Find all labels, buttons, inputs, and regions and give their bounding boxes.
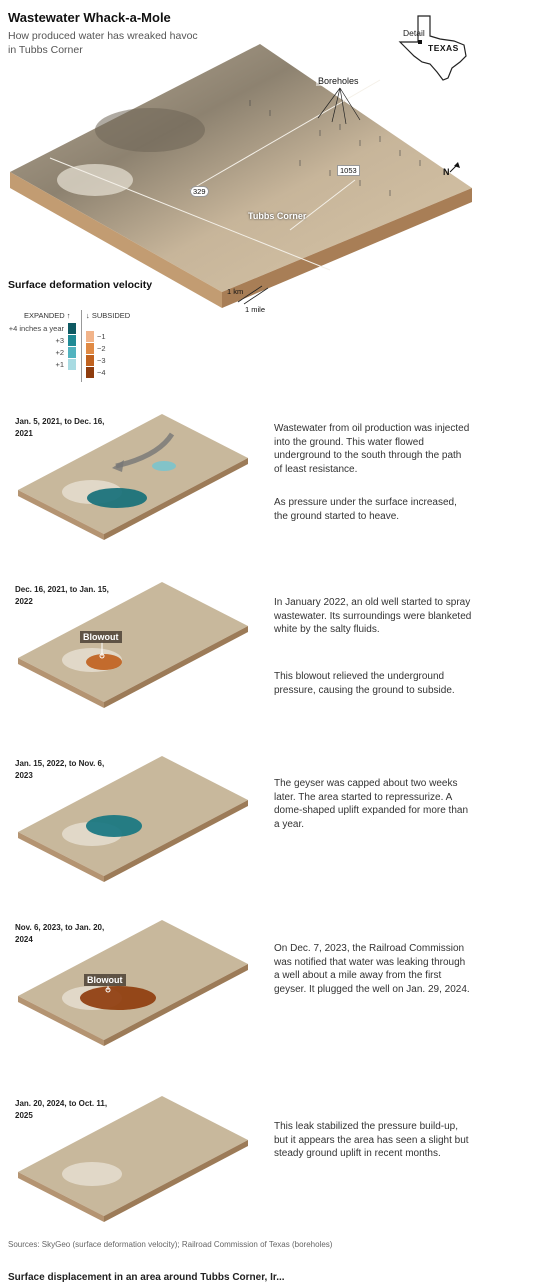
legend-value-subsided: −1 (97, 332, 106, 341)
legend-value-subsided: −4 (97, 368, 106, 377)
legend-divider (81, 310, 82, 382)
panel-terrain-surface (18, 1096, 248, 1216)
panel-description: In January 2022, an old well started to spray wastewater. Its surroundings were blanketed white by the salty fluids. (274, 597, 472, 635)
legend-value-subsided: −2 (97, 344, 106, 353)
sources-note: Sources: SkyGeo (surface deformation velocity); Railroad Commission of Texas (boreholes) (8, 1240, 333, 1249)
panel-description: Wastewater from oil production was injected into the ground. This water flowed underground to the south through the path of least resistance. (274, 423, 470, 475)
legend-swatch-subsided (86, 355, 94, 366)
next-section-heading: Surface displacement in an area around Tubbs Corner, Ir... (8, 1272, 285, 1283)
legend-swatch-subsided (86, 367, 94, 378)
legend-swatch-expanded (68, 359, 76, 370)
page-title: Wastewater Whack-a-Mole (8, 10, 171, 25)
page-subtitle: How produced water has wreaked havoc in Tubbs Corner (8, 30, 198, 56)
panel-date: Jan. 20, 2024, to Oct. 11, 2025 (15, 1099, 108, 1120)
scale-mile-label: 1 mile (245, 305, 266, 314)
legend-subsided-header: ↓ SUBSIDED (86, 311, 131, 320)
north-label: N (443, 167, 450, 177)
legend-swatch-subsided (86, 331, 94, 342)
panel-terrain-map (12, 1092, 252, 1232)
legend-value-expanded: +3 (55, 336, 64, 345)
detail-label: Detail (403, 28, 425, 38)
panel-date: Jan. 5, 2021, to Dec. 16, 2021 (15, 417, 105, 438)
north-arrow-icon (450, 162, 460, 172)
panel-terrain-surface (18, 582, 248, 702)
panel-terrain-map (12, 578, 252, 718)
blowout-callout: Blowout (80, 631, 122, 643)
deformation-area (87, 488, 147, 508)
panel-description: The geyser was capped about two weeks later. The area started to repressurize. A dome-shaped uplift expanded for more than a year. (274, 778, 469, 830)
legend-swatch-expanded (68, 347, 76, 358)
panel-terrain-map (12, 410, 252, 550)
deformation-area (152, 461, 176, 471)
legend-expanded-header: EXPANDED ↑ (24, 311, 71, 320)
salt-flat-area (57, 164, 133, 196)
legend-value-expanded: +4 inches a year (8, 324, 64, 333)
legend-swatch-expanded (68, 323, 76, 334)
panel-description: This leak stabilized the pressure build-up, but it appears the area has seen a slight but steady ground uplift in recent months. (274, 1121, 469, 1159)
panel-date: Jan. 15, 2022, to Nov. 6, 2023 (15, 759, 105, 780)
deformation-area (86, 815, 142, 837)
legend-value-subsided: −3 (97, 356, 106, 365)
panel-date: Nov. 6, 2023, to Jan. 20, 2024 (15, 923, 105, 944)
panel-description: On Dec. 7, 2023, the Railroad Commission was notified that water was leaking through a well about a mile away from the first geyser. It plugged the well on Jan. 29, 2024. (274, 943, 470, 995)
legend-title: Surface deformation velocity (8, 279, 153, 291)
panel-terrain-map (12, 916, 252, 1056)
road-329-label: 329 (190, 186, 209, 197)
dark-vegetation-area (95, 108, 205, 152)
scale-km-label: 1 km (227, 287, 244, 296)
blowout-callout: Blowout (84, 974, 126, 986)
panel-terrain-map (12, 752, 252, 892)
deformation-area (80, 986, 156, 1010)
panel-description: This blowout relieved the underground pressure, causing the ground to subside. (274, 671, 455, 696)
panel-date: Dec. 16, 2021, to Jan. 15, 2022 (15, 585, 109, 606)
legend-value-expanded: +2 (55, 348, 64, 357)
legend-swatch-expanded (68, 335, 76, 346)
panel-salt-area (62, 1162, 122, 1186)
panel-terrain-surface (18, 756, 248, 876)
tubbs-corner-label: Tubbs Corner (248, 211, 307, 221)
panel-description: As pressure under the surface increased, the ground started to heave. (274, 497, 457, 522)
legend-value-expanded: +1 (55, 360, 64, 369)
panel-terrain-surface (18, 920, 248, 1040)
legend-swatch-subsided (86, 343, 94, 354)
texas-label: TEXAS (428, 43, 459, 53)
boreholes-label: Boreholes (318, 76, 359, 86)
panel-terrain-surface (18, 414, 248, 534)
road-1053-label: 1053 (337, 165, 360, 176)
